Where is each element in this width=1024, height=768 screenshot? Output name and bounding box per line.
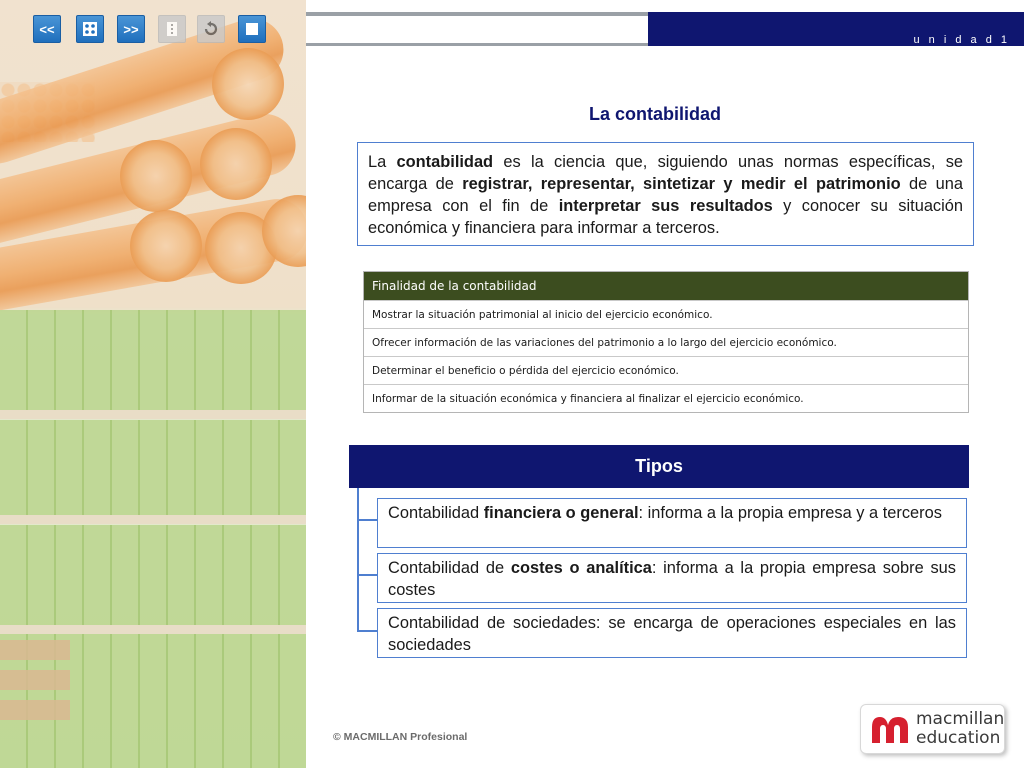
return-button[interactable] (197, 15, 225, 43)
macmillan-logo-icon (870, 713, 910, 745)
tipo-text: Contabilidad (388, 504, 484, 522)
definition-text: es la ciencia que, siguiendo unas normas específicas, se encarga de (368, 153, 964, 193)
logo-line-2: education (916, 728, 1001, 748)
tipo-bold: financiera o general (483, 504, 639, 522)
tree-connector-branch (357, 630, 377, 632)
lumber-band (0, 625, 306, 634)
definition-text: La (368, 153, 397, 171)
crate (0, 670, 70, 690)
page-title: La contabilidad (588, 104, 721, 124)
pipe-end (200, 128, 272, 200)
menu-button[interactable] (76, 15, 104, 43)
macmillan-logo (860, 704, 1005, 754)
tree-connector-branch (357, 519, 377, 521)
crate (0, 640, 70, 660)
definition-bold: interpretar sus resultados (558, 197, 773, 215)
pipe-end (130, 210, 202, 282)
background-photo (0, 0, 306, 768)
stop-square-icon (245, 22, 259, 36)
definition-bold: contabilidad (396, 153, 494, 171)
table-row: Mostrar la situación patrimonial al inicio del ejercicio económico. (364, 300, 968, 328)
table-row: Determinar el beneficio o pérdida del ejercicio económico. (364, 356, 968, 384)
table-row: Ofrecer información de las variaciones del patrimonio a lo largo del ejercicio económico. (364, 328, 968, 356)
forward-button[interactable] (117, 15, 145, 43)
table-header: Finalidad de la contabilidad (364, 272, 968, 300)
lumber-stack (0, 310, 306, 410)
tipo-item-costes (377, 553, 967, 603)
logo-wordmark (916, 710, 1004, 748)
lumber-band (0, 515, 306, 524)
pipe-end (212, 48, 284, 120)
tipos-header (349, 445, 969, 488)
pipe-end (120, 140, 192, 212)
lumber-stack (0, 525, 306, 625)
tree-connector-branch (357, 574, 377, 576)
tipo-item-sociedades (377, 608, 967, 658)
definition-text: de una empresa con el fin de (368, 175, 963, 215)
finalidad-table (363, 271, 969, 413)
double-chevron-left-icon: << (39, 21, 55, 37)
tipo-text: : informa a la propia empresa y a terceros (638, 504, 942, 522)
copyright-text: © MACMILLAN Profesional (333, 731, 468, 743)
tipo-text: Contabilidad de sociedades: se encarga de operaciones especiales en las sociedades (388, 614, 956, 654)
index-button[interactable] (158, 15, 186, 43)
tipo-text: Contabilidad de (388, 559, 511, 577)
undo-arrow-icon (202, 20, 220, 38)
lumber-stack (0, 420, 306, 515)
definition-text: y conocer su situación económica y financiera para informar a terceros. (368, 197, 963, 237)
tipos-title: Tipos (635, 456, 683, 476)
tipo-item-financiera (377, 498, 967, 548)
unit-banner (648, 12, 1024, 46)
crate (0, 700, 70, 720)
grid-dots-icon (82, 21, 98, 37)
logo-line-1: macmillan (916, 709, 1005, 729)
double-chevron-right-icon: >> (123, 21, 139, 37)
tree-connector (357, 488, 359, 632)
lumber-band (0, 410, 306, 419)
table-row: Informar de la situación económica y financiera al finalizar el ejercicio económico. (364, 384, 968, 412)
unit-label: u n i d a d 1 (913, 34, 1010, 46)
back-button[interactable] (33, 15, 61, 43)
tipo-text: : informa a la propia empresa sobre sus costes (388, 559, 956, 599)
list-icon (165, 21, 179, 37)
tipo-bold: costes o analítica (510, 559, 652, 577)
definition-bold: registrar, representar, sintetizar y medir el patrimonio (462, 175, 901, 193)
header-rule-bottom (306, 43, 648, 46)
definition-box (357, 142, 974, 246)
stop-button[interactable] (238, 15, 266, 43)
